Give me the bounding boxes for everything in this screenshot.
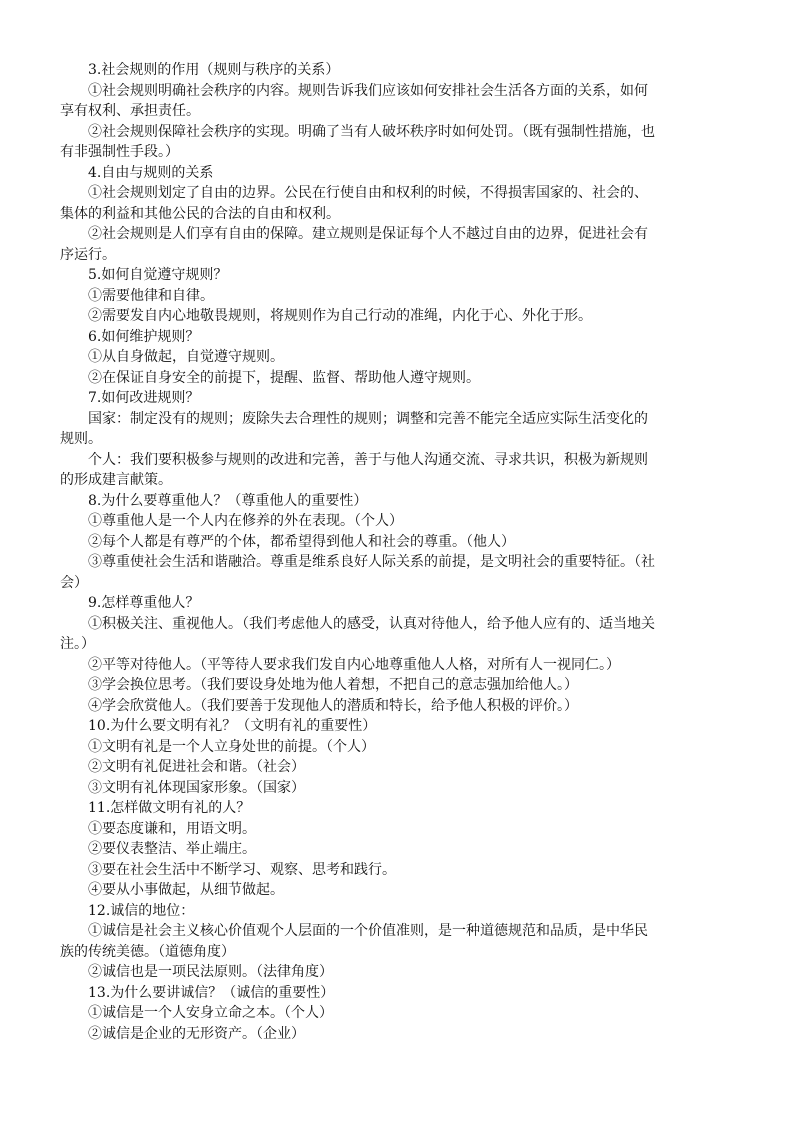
text-line: ①文明有礼是一个人立身处世的前提。（个人） [88, 738, 375, 755]
text-line: 的形成建言献策。 [60, 472, 172, 488]
text-line: 8.为什么要尊重他人？（尊重他人的重要性） [88, 492, 368, 509]
text-line: 族的传统美德。（道德角度） [60, 943, 235, 960]
text-line: ②文明有礼促进社会和谐。（社会） [88, 759, 305, 775]
text-line: ①社会规则明确社会秩序的内容。规则告诉我们应该如何安排社会生活各方面的关系，如何 [88, 82, 648, 99]
text-line: 10.为什么要文明有礼？（文明有礼的重要性） [88, 718, 377, 734]
text-line: 序运行。 [60, 246, 116, 263]
text-line: 享有权利、承担责任。 [60, 103, 200, 119]
text-line: ②需要发自内心地敬畏规则，将规则作为自己行动的准绳，内化于心、外化于形。 [88, 308, 592, 324]
text-line: ①诚信是一个人安身立命之本。（个人） [88, 1005, 333, 1021]
text-line: 6.如何维护规则？ [88, 328, 200, 345]
text-line: 个人：我们要积极参与规则的改进和完善，善于与他人沟通交流、寻求共识，积极为新规则 [88, 451, 648, 468]
text-line: 11.怎样做文明有礼的人？ [88, 800, 251, 816]
text-line: ①从自身做起，自觉遵守规则。 [88, 349, 284, 365]
text-line: 13.为什么要讲诚信？（诚信的重要性） [88, 984, 335, 1001]
text-line: ②平等对待他人。（平等待人要求我们发自内心地尊重他人人格，对所有人一视同仁。） [88, 656, 620, 673]
text-line: 7.如何改进规则？ [88, 390, 200, 406]
text-line: ②诚信也是一项民法原则。（法律角度） [88, 964, 333, 980]
text-line: 国家：制定没有的规则；废除失去合理性的规则；调整和完善不能完全适应实际生活变化的 [88, 410, 648, 427]
text-line: ③尊重使社会生活和谐融洽。尊重是维系良好人际关系的前提，是文明社会的重要特征。（社 [88, 554, 655, 570]
text-line: ③文明有礼体现国家形象。（国家） [88, 779, 305, 796]
text-line: 规则。 [60, 431, 102, 447]
text-line: ②在保证自身安全的前提下，提醒、监督、帮助他人遵守规则。 [88, 369, 480, 386]
text-line: 集体的利益和其他公民的合法的自由和权利。 [60, 205, 340, 222]
text-line: ①诚信是社会主义核心价值观个人层面的一个价值准则，是一种道德规范和品质，是中华民 [88, 923, 648, 939]
text-line: 12.诚信的地位： [88, 902, 195, 919]
text-line: ②要仪表整洁、举止端庄。 [88, 841, 256, 857]
text-line: ①积极关注、重视他人。（我们考虑他人的感受，认真对待他人，给予他人应有的、适当地关 [88, 615, 655, 632]
document-page [60, 60, 736, 1044]
text-line: ①要态度谦和，用语文明。 [88, 820, 256, 837]
text-line: 注。） [60, 636, 95, 652]
text-line: ④要从小事做起，从细节做起。 [88, 882, 284, 898]
text-line: ②社会规则保障社会秩序的实现。明确了当有人破坏秩序时如何处罚。（既有强制性措施，也 [88, 123, 655, 140]
text-line: ①需要他律和自律。 [88, 287, 214, 304]
text-line: 会） [60, 574, 88, 591]
text-line: 5.如何自觉遵守规则？ [88, 267, 228, 283]
text-line: ②社会规则是人们享有自由的保障。建立规则是保证每个人不越过自由的边界，促进社会有 [88, 226, 648, 242]
text-line: ③要在社会生活中不断学习、观察、思考和践行。 [88, 861, 396, 878]
text-line: 4.自由与规则的关系 [88, 164, 214, 181]
text-line: ④学会欣赏他人。（我们要善于发现他人的潜质和特长，给予他人积极的评价。） [88, 697, 578, 714]
text-line: ①尊重他人是一个人内在修养的外在表现。（个人） [88, 513, 403, 529]
text-line: 3.社会规则的作用（规则与秩序的关系） [88, 62, 340, 78]
text-line: ①社会规则划定了自由的边界。公民在行使自由和权利的时候，不得损害国家的、社会的、 [88, 185, 648, 201]
text-line: 有非强制性手段。） [60, 144, 179, 160]
text-line: ②每个人都是有尊严的个体，都希望得到他人和社会的尊重。（他人） [88, 533, 515, 550]
text-line: 9.怎样尊重他人？ [88, 595, 200, 611]
text-line: ③学会换位思考。（我们要设身处地为他人着想，不把自己的意志强加给他人。） [88, 677, 578, 693]
text-line: ②诚信是企业的无形资产。（企业） [88, 1025, 305, 1042]
